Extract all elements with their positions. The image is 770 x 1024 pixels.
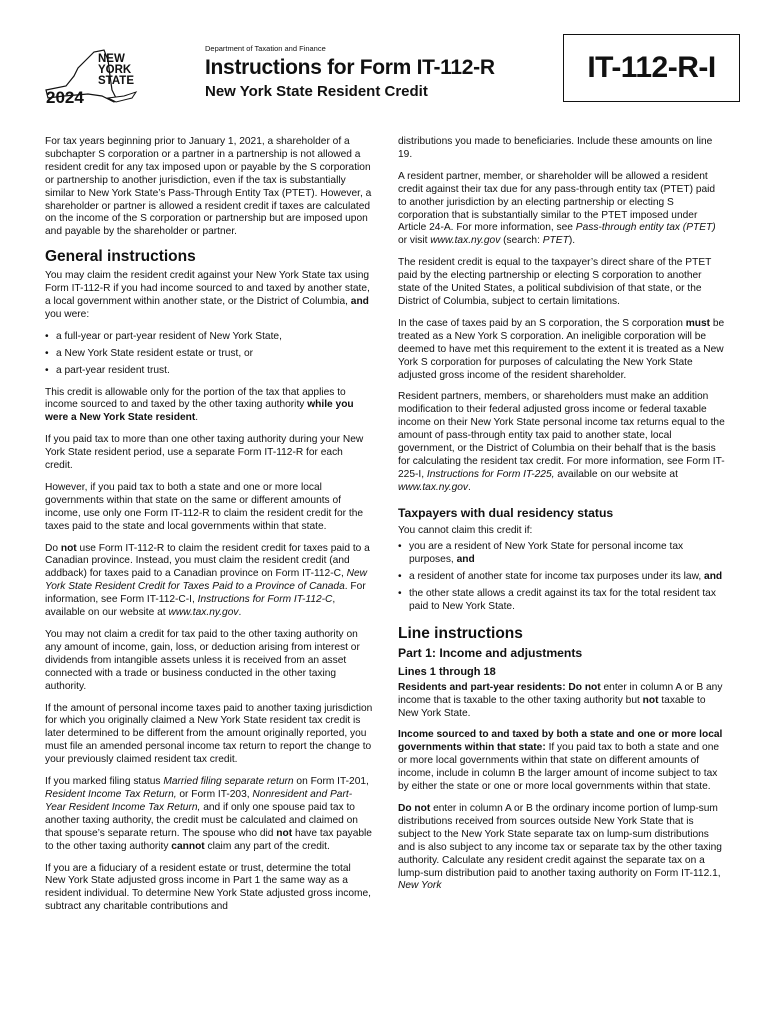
list-item: • a resident of another state for income tax purposes under its law, and <box>398 571 726 584</box>
allowable-paragraph: This credit is allowable only for the portion of the tax that applies to income sourced to and taxed by the other taxing authority while you were a New York State resident. <box>45 386 354 424</box>
addition-modification-paragraph: Resident partners, members, or shareholders must make an addition modification to their federal adjusted gross income or federal taxable income on their New York State personal income tax returns equal to the amount of pass-through entity tax paid to another state, local government, or the District of Columbia on their behalf that is the basis for calculating the resident tax credit. For more information, see Form IT-225-I, Instructions for Form IT-225, available on our website at www.tax.ny.gov. <box>398 391 725 493</box>
form-number-box <box>563 34 740 102</box>
eligibility-paragraph: You may claim the resident credit against your New York State tax using Form IT-112-R if you had income sourced to and taxed by another state, a local government within another state, or the District of Columbia, and you were: <box>45 270 370 320</box>
line-instructions-heading: Line instructions <box>398 625 523 642</box>
lines-heading: Lines 1 through 18 <box>398 665 496 678</box>
tax-year: 2024 <box>46 88 84 107</box>
page-title: Instructions for Form IT-112-R <box>205 56 495 79</box>
list-item: • a full-year or part-year resident of New York State, <box>45 331 373 344</box>
department-name: Department of Taxation and Finance <box>205 44 326 53</box>
eligibility-list <box>45 331 373 378</box>
fiduciary-paragraph: If you are a fiduciary of a resident estate or trust, determine the total New York State adjusted gross income in Part 1 the same way as a resident individual. To determine New York State adjusted gross income, subtract any charitable contributions and <box>45 862 371 913</box>
lump-sum-paragraph: Do not enter in column A or B the ordinary income portion of lump-sum distributions received from sources outside New York State that is subject to the New York State separate tax on lump-sum distributions and is also subject to any income tax or separate tax by the other taxing authority. Calculate any resident credit against the separate tax on a lump-sum distribution paid to another taxing authority on Form IT-112.1, New York <box>398 802 722 892</box>
left-column <box>45 136 373 923</box>
general-instructions-heading: General instructions <box>45 248 196 266</box>
part1-heading: Part 1: Income and adjustments <box>398 645 583 660</box>
list-item: • a part-year resident trust. <box>45 365 373 378</box>
state-and-local-paragraph: However, if you paid tax to both a state and one or more local governments within that state on the same or different amounts of income, use only one Form IT-112-R to claim the resident credit for the taxes paid to the state and local governments within that state. <box>45 481 364 532</box>
dual-residency-list <box>398 541 726 614</box>
website-link[interactable]: www.tax.ny.gov <box>168 607 239 619</box>
logo-word-new: NEW <box>98 53 125 65</box>
dual-residency-heading: Taxpayers with dual residency status <box>398 505 614 520</box>
credit-equal-paragraph: The resident credit is equal to the taxpayer’s direct share of the PTET paid by the electing partnership or electing S corporation to another state of the United States, a political subdivision of that state, or the District of Columbia, subject to certain limitations. <box>398 257 712 307</box>
canadian-province-paragraph: Do not use Form IT-112-R to claim the resident credit for taxes paid to a Canadian province. Instead, you must claim the resident credit (and addback) for taxes paid to a Canadian province on Form IT-112-C, New York State Resident Credit for Taxes Paid to a Province of Canada. For information, see Form IT-112-C-I, Instructions for Form IT-112-C, available on our website at www.tax.ny.gov. <box>45 542 370 619</box>
form-number: IT-112-R-I <box>587 51 716 84</box>
logo-word-york: YORK <box>98 64 132 76</box>
residents-paragraph: Residents and part-year residents: Do not enter in column A or B any income that is taxable to the other taxing authority but not taxable to New York State. <box>398 681 723 719</box>
logo-word-state: STATE <box>98 75 134 87</box>
list-item: • a New York State resident estate or trust, or <box>45 348 373 361</box>
intangible-paragraph: You may not claim a credit for tax paid to the other taxing authority on any amount of income, gain, loss, or deduction arising from interest or dividends from intangible assets unless it is received from an asset connected with a trade or business conducted in the other taxing authority. <box>45 629 360 692</box>
distributions-paragraph: distributions you made to beneficiaries. Include these amounts on line 19. <box>398 136 713 160</box>
list-item: • the other state allows a credit against its tax for the total resident tax paid to New York State. <box>398 588 726 614</box>
page-subtitle: New York State Resident Credit <box>205 83 428 100</box>
right-column <box>398 136 726 902</box>
nys-logo <box>44 46 154 108</box>
list-item: • you are a resident of New York State for personal income tax purposes, and <box>398 541 726 567</box>
website-link[interactable]: www.tax.ny.gov <box>430 235 501 247</box>
ptet-paragraph: A resident partner, member, or shareholder will be allowed a resident credit against their tax due for any pass-through entity tax (PTET) paid to another jurisdiction by an electing partnership or electing S corporation that is substantially similar to the PTET imposed under Article 24-A. For more information, see Pass-through entity tax (PTET) or visit www.tax.ny.gov (search: PTET). <box>398 170 716 247</box>
website-link[interactable]: www.tax.ny.gov <box>398 481 469 493</box>
s-corporation-paragraph: In the case of taxes paid by an S corporation, the S corporation must be treated as a New York S corporation. An ineligible corporation will be deemed to have met this requirement to the extent it is treated as a New York S corporation for purposes of calculating the New York State adjusted gross income of the resident shareholder. <box>398 317 725 381</box>
married-separate-paragraph: If you marked filing status Married filing separate return on Form IT-201, Resident Income Tax Return, or Form IT-203, Nonresident and Part-Year Resident Income Tax Return, and if only one spouse paid tax to another taxing authority, the credit must be calculated and claimed on that spouse’s separate return. The spouse who did not have tax payable to the other taxing authority cannot claim any part of the credit. <box>45 776 372 852</box>
dual-residency-intro: You cannot claim this credit if: <box>398 524 533 536</box>
amended-return-paragraph: If the amount of personal income taxes paid to another taxing jurisdiction for which you originally claimed a New York State resident tax credit is later determined to be different from the amount originally reported, you must file an amended personal income tax return to report the change to your previously claimed resident tax credit. <box>45 702 373 766</box>
state-local-income-paragraph: Income sourced to and taxed by both a state and one or more local governments within that state: If you paid tax to both a state and one or more local governments within that state on different amounts of income, include in column B the larger amount of income subject to tax by either the state or one or more local governments within that state. <box>398 729 723 793</box>
intro-paragraph: For tax years beginning prior to January 1, 2021, a shareholder of a subchapter S corporation or a partner in a partnership is not allowed a resident credit for any tax imposed upon or payable by the S corporation or partnership to another jurisdiction, even if the tax is substantially similar to New York State’s Pass-Through Entity Tax (PTET). However, a shareholder or partner is allowed a resident credit if taxes are calculated on the income of the S corporation or partnership but are imposed upon and payable by the shareholder or partner. <box>45 136 372 238</box>
multiple-authorities-paragraph: If you paid tax to more than one other taxing authority during your New York State resident period, use a separate Form IT-112-R for each credit. <box>45 434 364 472</box>
